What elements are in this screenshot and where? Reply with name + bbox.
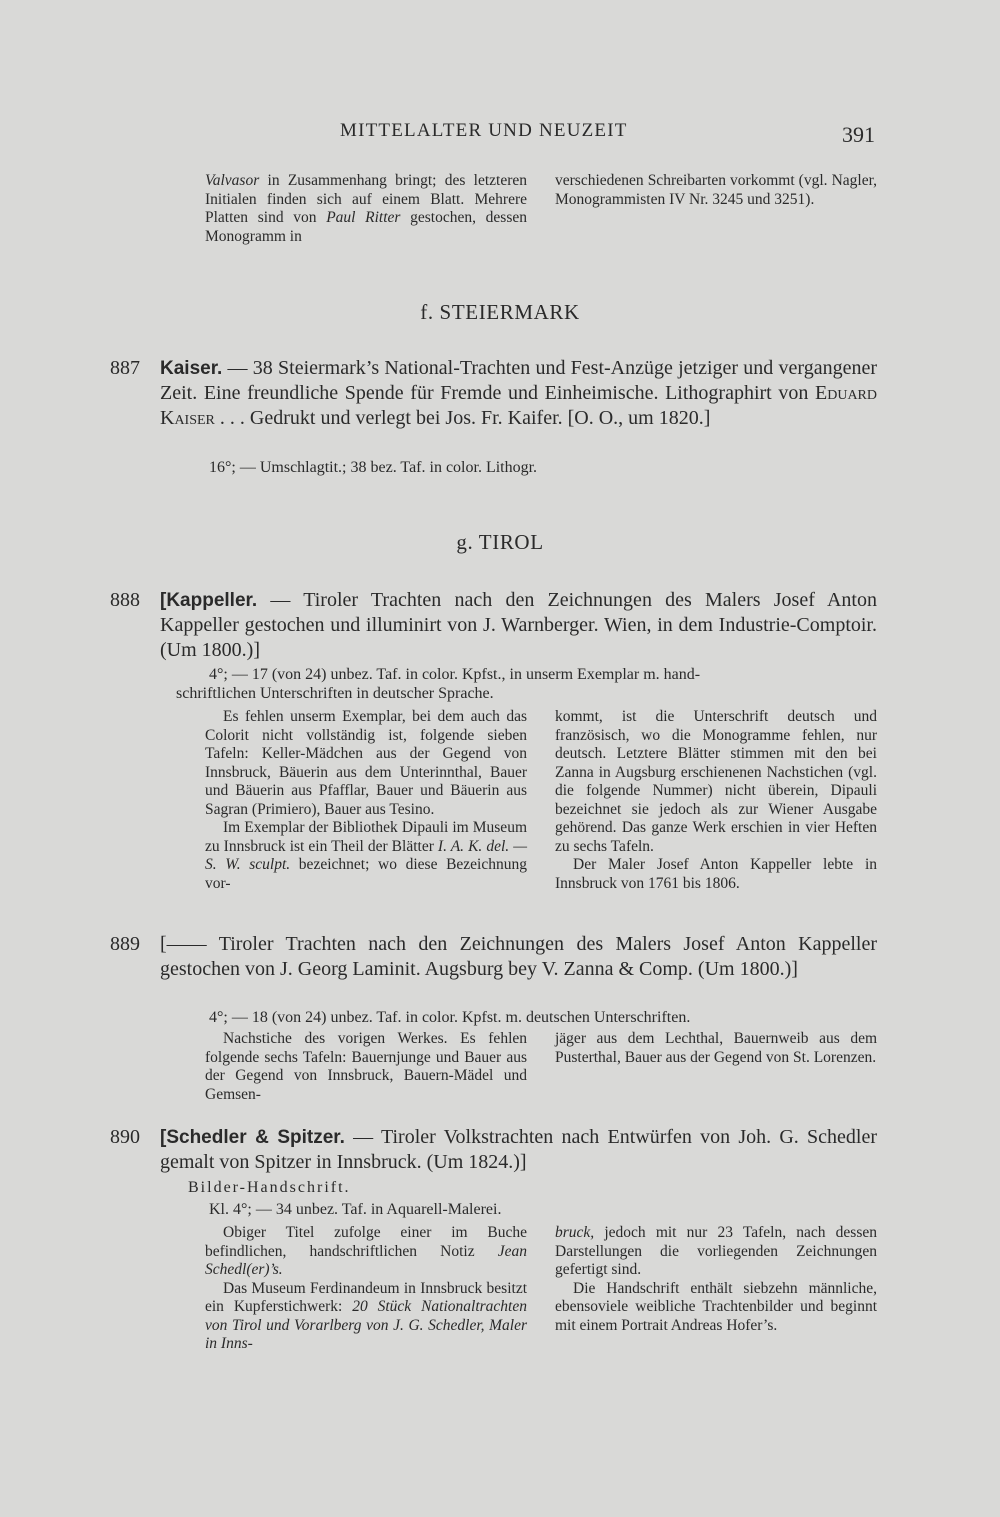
entry-number: 887 (110, 357, 140, 379)
entry-number: 888 (110, 589, 140, 611)
note-text-end: bezeichnet; wo diese Bezeichnung vor- (205, 856, 527, 892)
author-name: Eduard Kaiser (160, 382, 877, 429)
continuation-right-text: verschiedenen Schreibarten vorkommt (vgl. Nagler, Monogrammisten IV Nr. 3245 und 3251). (555, 172, 877, 208)
notes-left-column (205, 1030, 527, 1104)
note-work-title: 20 Stück Nationaltrachten von Tirol und Vorarlberg von J. G. Schedler, Maler in Inns- (205, 1298, 527, 1352)
collation-889 (176, 1008, 876, 1027)
note-paragraph (555, 1224, 877, 1280)
notes-right-column (555, 1030, 877, 1104)
entry-text: — Tiroler Trachten nach den Zeichnungen des Malers Josef Anton Kappeller gestochen und illuminirt von J. Warnberger. Wien, in dem Industrie-Comptoir. (Um 1800.)] (160, 589, 877, 661)
continuation-text-end: gestochen, dessen Monogramm in (205, 209, 527, 245)
page-header (150, 120, 875, 150)
note-paragraph (205, 1224, 527, 1280)
continuation-left-column (205, 172, 527, 246)
entry-imprint: . . . Gedrukt und verlegt bei Jos. Fr. Kaifer. [O. O., um 1820.] (214, 407, 711, 429)
notes-890 (205, 1224, 877, 1354)
entry-number: 890 (110, 1126, 140, 1148)
note-paragraph: Der Maler Josef Anton Kappeller lebte in Innsbruck von 1761 bis 1806. (555, 856, 877, 892)
note-text: jedoch mit nur 23 Tafeln, nach dessen Darstellungen die vorliegenden Zeichnungen gefertigt sind. (555, 1224, 877, 1278)
continuation-right-column (555, 172, 877, 246)
collation-890 (176, 1178, 876, 1219)
notes-888 (205, 708, 877, 893)
entry-887 (110, 356, 877, 431)
entry-890 (110, 1125, 877, 1175)
running-head: MITTELALTER UND NEUZEIT (340, 120, 628, 141)
entry-title (160, 356, 877, 431)
name-valvasor: Valvasor (205, 172, 260, 189)
note-name: Jean Schedl(er)’s. (205, 1242, 527, 1278)
collation-text-cont: schriftlichen Unterschriften in deutscher Sprache. (176, 685, 494, 702)
note-paragraph: jäger aus dem Lechthal, Bauernweib aus dem Pusterthal, Bauer aus der Gegend von St. Lorenzen. (555, 1030, 877, 1066)
note-paragraph (205, 819, 527, 893)
note-text: Im Exemplar der Bibliothek Dipauli im Museum zu Innsbruck ist ein Theil der Blätter (205, 819, 527, 855)
notes-889 (205, 1030, 877, 1104)
collation-text: Kl. 4°; — 34 unbez. Taf. in Aquarell-Malerei. (209, 1201, 502, 1218)
collation-887 (176, 458, 876, 477)
collation-text: 4°; — 18 (von 24) unbez. Taf. in color. Kpfst. m. deutschen Unterschriften. (209, 1009, 691, 1026)
collation-888 (176, 665, 876, 703)
entry-lead: Kaiser. (160, 358, 223, 379)
note-paragraph: Nachstiche des vorigen Werkes. Es fehlen folgende sechs Tafeln: Bauernjunge und Bauer aus der Gegend von Innsbruck, Bauern-Mädel und Gemsen- (205, 1030, 527, 1103)
entry-title (160, 588, 877, 663)
entry-text: Tiroler Trachten nach den Zeichnungen des Malers Josef Anton Kappeller gestochen von J. Georg Laminit. Augsburg bey V. Zanna & Comp. (Um 1800.)] (160, 933, 877, 980)
notes-right-column (555, 1224, 877, 1354)
entry-title (160, 1125, 877, 1175)
note-paragraph: Die Handschrift enthält siebzehn männliche, ebensoviele weibliche Trachtenbilder und beginnt mit einem Portrait Andreas Hofer’s. (555, 1279, 877, 1334)
entry-lead: [Schedler & Spitzer. (160, 1127, 345, 1148)
note-work-title-end: bruck, (555, 1224, 595, 1241)
entry-text: — Tiroler Volkstrachten nach Entwürfen von Joh. G. Schedler gemalt von Spitzer in Innsbruck. (Um 1824.)] (160, 1126, 877, 1173)
entry-lead: [—— (160, 933, 207, 955)
entry-888 (110, 588, 877, 663)
entry-title (160, 932, 877, 982)
notes-left-column (205, 708, 527, 893)
entry-number: 889 (110, 933, 140, 955)
note-paragraph (205, 1280, 527, 1354)
entry-text: — 38 Steiermark’s National-Trachten und Fest-Anzüge jetziger und vergangener Zeit. Eine freundliche Spende für Fremde und Einheimische. Lithographirt von (160, 357, 877, 404)
note-signature: I. A. K. del. — S. W. sculpt. (205, 837, 527, 873)
section-title-steiermark: f. STEIERMARK (420, 300, 580, 324)
entry-889 (110, 932, 877, 982)
collation-text: 4°; — 17 (von 24) unbez. Taf. in color. Kpfst., in unserm Exemplar m. hand- (209, 666, 701, 683)
section-title-tirol: g. TIROL (456, 530, 544, 554)
entry-subtitle: Bilder-Handschrift. (188, 1179, 351, 1196)
continuation-notes (205, 172, 877, 246)
notes-left-column (205, 1224, 527, 1354)
collation-text: 16°; — Umschlagtit.; 38 bez. Taf. in color. Lithogr. (209, 459, 538, 476)
name-paul-ritter: Paul Ritter (326, 209, 401, 226)
page-number: 391 (842, 122, 875, 147)
continuation-text: in Zusammenhang bringt; des letzteren Initialen finden sich auf einem Blatt. Mehrere Platten sind von (205, 172, 527, 226)
note-paragraph: kommt, ist die Unterschrift deutsch und französisch, wo die Monogramme fehlen, nur deutsch. Letztere Blätter stimmen mit den bei Zanna in Augsburg erschienenen Nachstichen (vgl. die folgende Nummer) nicht überein, Dipauli bezeichnet sie jedoch als zur Wiener Ausgabe gehörend. Das ganze Werk erschien in vier Heften zu sechs Tafeln. (555, 708, 877, 855)
notes-right-column (555, 708, 877, 893)
note-text: Obiger Titel zufolge einer im Buche befindlichen, handschriftlichen Notiz (205, 1224, 527, 1260)
note-paragraph: Es fehlen unserm Exemplar, bei dem auch das Colorit nicht vollständig ist, folgende sieben Tafeln: Keller-Mädchen aus der Gegend von Innsbruck, Bäuerin aus dem Unterinnthal, Bauer und Bäuerin aus Pfafflar, Bauer und Bäuerin aus Sagran (Primiero), Bauer aus Tesino. (205, 708, 527, 818)
note-text: Das Museum Ferdinandeum in Innsbruck besitzt ein Kupferstichwerk: (205, 1279, 527, 1315)
entry-lead: [Kappeller. (160, 590, 258, 611)
